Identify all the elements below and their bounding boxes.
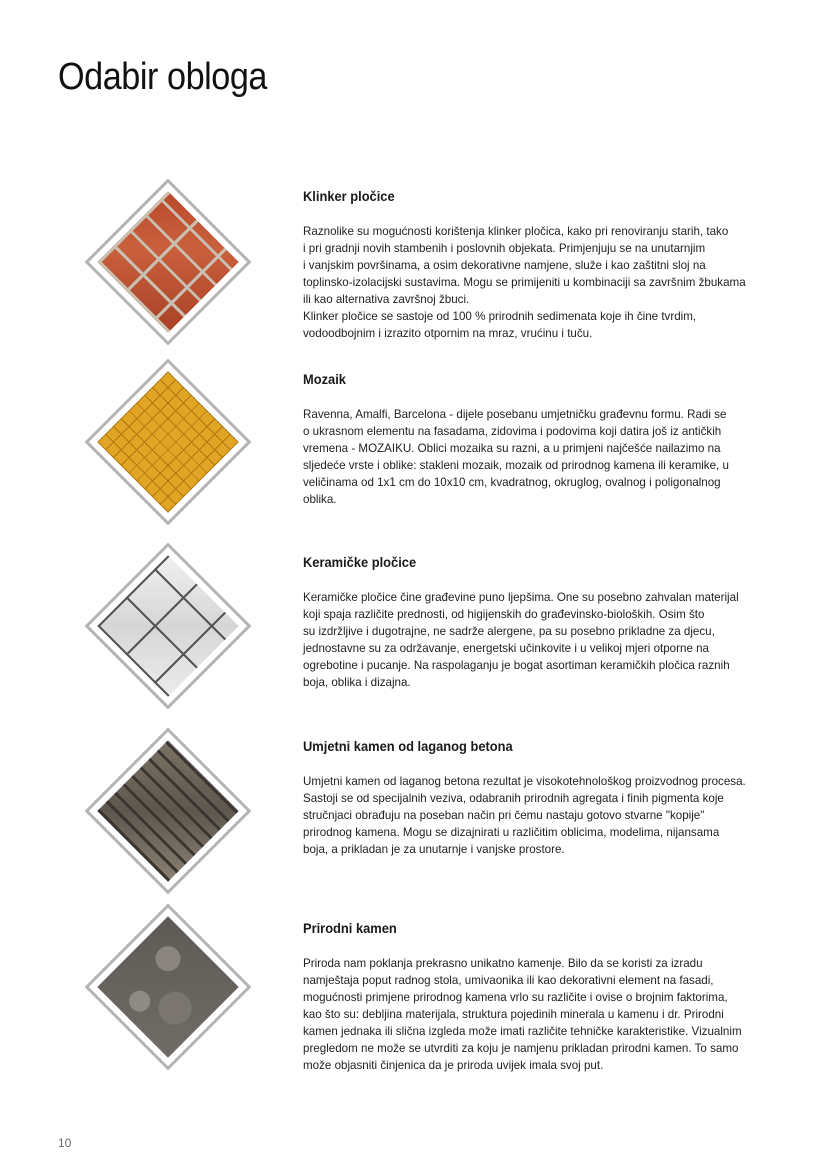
body-line: Keramičke pločice čine građevine puno ljepšima. One su posebno zahvalan materijal (303, 591, 739, 604)
section (303, 738, 783, 858)
section-heading: Prirodni kamen (303, 920, 397, 936)
body-line: boja, oblika i dizajna. (303, 676, 411, 689)
ceramic-texture (97, 555, 238, 696)
brick-texture (97, 191, 238, 332)
page-title: Odabir obloga (58, 56, 268, 98)
body-line: kao što su: debljina materijala, struktura pojedinih minerala u kamenu i dr. Prirodni (303, 1008, 724, 1021)
diamond-frame (85, 904, 252, 1071)
body-line: Sastoji se od specijalnih veziva, odabranih prirodnih agregata i finih pigmenta koje (303, 792, 724, 805)
body-line: sljedeće vrste i oblike: stakleni mozaik, mozaik od prirodnog kamena ili keramike, u (303, 459, 729, 472)
section-body (303, 589, 783, 691)
diamond-frame (85, 543, 252, 710)
mosaic-texture (97, 371, 238, 512)
body-line: Raznolike su mogućnosti korištenja klinker pločica, kako pri renoviranju starih, tako (303, 225, 729, 238)
diamond-frame (85, 359, 252, 526)
body-line: o ukrasnom elementu na fasadama, zidovima i podovima koji datira još iz antičkih (303, 425, 722, 438)
body-line: ogrebotine i pucanje. Na raspolaganju je bogat asortiman keramičkih pločica raznih (303, 659, 730, 672)
section-body (303, 406, 783, 508)
body-line: Priroda nam poklanja prekrasno unikatno kamenje. Bilo da se koristi za izradu (303, 957, 703, 970)
section-body (303, 773, 783, 858)
mosaic-image (83, 357, 253, 527)
artificial-stone-image (83, 726, 253, 896)
section (303, 188, 783, 342)
body-line: boja, a prikladan je za unutarnje i vanjske prostore. (303, 843, 565, 856)
section-heading: Keramičke pločice (303, 554, 417, 570)
body-line: ili kao alternativa završnoj žbuci. (303, 293, 470, 306)
body-line: i vanjskim površinama, a osim dekorativne namjene, služe i kao zaštitni sloj na (303, 259, 706, 272)
body-line: Klinker pločice se sastoje od 100 % prirodnih sedimenata koje ih čine tvrdim, (303, 310, 697, 323)
body-line: mogućnosti primjene prirodnog kamena vrlo su različite i ovise o brojnim faktorima, (303, 991, 728, 1004)
natural-stone-texture (97, 916, 238, 1057)
body-line: oblika. (303, 493, 337, 506)
body-line: može objasniti činjenica da je priroda uvijek imala svoj put. (303, 1059, 604, 1072)
body-line: vremena - MOZAIKU. Oblici mozaika su razni, a u primjeni najčešće nailazimo na (303, 442, 721, 455)
section-heading: Umjetni kamen od laganog betona (303, 738, 513, 754)
page-number: 10 (58, 1136, 72, 1150)
section-body (303, 223, 783, 342)
section-heading: Klinker pločice (303, 188, 395, 204)
natural-stone-image (83, 902, 253, 1072)
diamond-frame (85, 728, 252, 895)
section (303, 371, 783, 508)
body-line: toplinsko-izolacijski sustavima. Mogu se primijeniti u kombinaciji sa završnim žbukama (303, 276, 746, 289)
body-line: vodoodbojnim i izrazito otpornim na mraz, vrućinu i tuču. (303, 327, 593, 340)
ceramic-image (83, 541, 253, 711)
body-line: prirodnog kamena. Mogu se dizajnirati u različitim oblicima, modelima, nijansama (303, 826, 720, 839)
section-body (303, 955, 783, 1074)
section (303, 554, 783, 691)
section-heading: Mozaik (303, 371, 346, 387)
section (303, 920, 783, 1074)
body-line: pregledom ne može se utvrditi za koju je namjenu prikladan prirodni kamen. To samo (303, 1042, 739, 1055)
diamond-frame (85, 179, 252, 346)
body-line: namještaja poput radnog stola, umivaonika ili kao dekorativni element na fasadi, (303, 974, 714, 987)
body-line: su izdržljive i dugotrajne, ne sadrže alergene, pa su posebno prikladne za djecu, (303, 625, 715, 638)
body-line: kamen jednaka ili slična izgleda može imati različite tehničke karakteristike. Vizualnim (303, 1025, 742, 1038)
body-line: Umjetni kamen od laganog betona rezultat je visokotehnološkog proizvodnog procesa. (303, 775, 746, 788)
body-line: Ravenna, Amalfi, Barcelona - dijele posebanu umjetničku građevnu formu. Radi se (303, 408, 727, 421)
artificial-stone-texture (97, 740, 238, 881)
body-line: veličinama od 1x1 cm do 10x10 cm, kvadratnog, okruglog, ovalnog i poligonalnog (303, 476, 721, 489)
body-line: stručnjaci obrađuju na poseban način pri čemu nastaju gotovo stvarne "kopije" (303, 809, 705, 822)
body-line: koji spaja različite prednosti, od higijenskih do građevinsko-bioloških. Osim što (303, 608, 705, 621)
body-line: i pri gradnji novih stambenih i poslovnih objekata. Primjenjuju se na unutarnjim (303, 242, 706, 255)
body-line: jednostavne su za održavanje, energetski učinkovite i u velikoj mjeri otporne na (303, 642, 710, 655)
brick-image (83, 177, 253, 347)
